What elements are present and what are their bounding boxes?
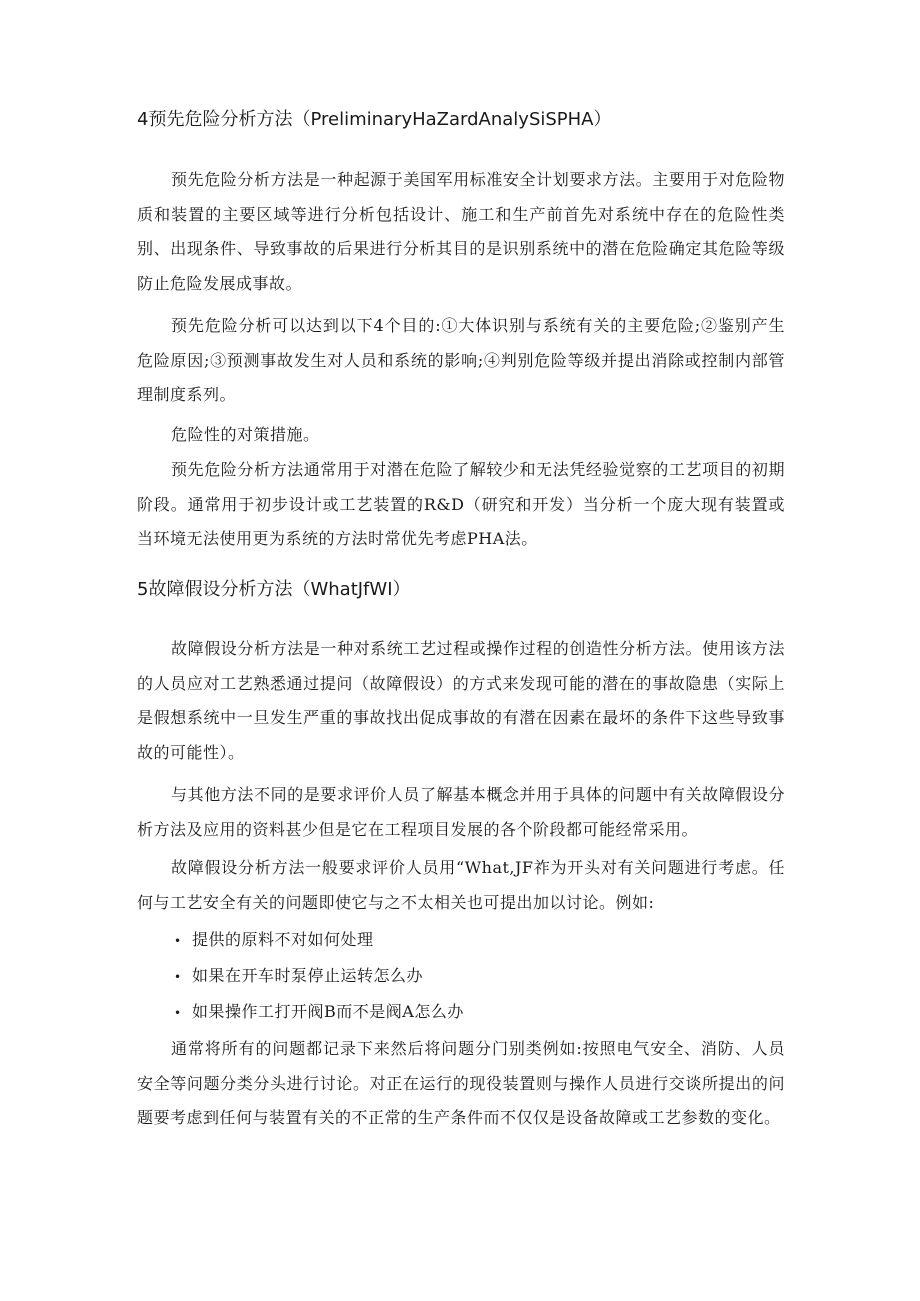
section-4-paragraph-2: 预先危险分析可以达到以下4个目的:①大体识别与系统有关的主要危险;②鉴别产生危险原因;③预测事故发生对人员和系统的影响;④判别危险等级并提出消除或控制内部管理制度系列。: [137, 316, 785, 404]
list-item: [174, 922, 464, 958]
list-item-text: 如果在开车时泵停止运转怎么办: [192, 966, 424, 985]
section-4-paragraph-3: 危险性的对策措施。: [171, 425, 320, 444]
section-5-closing-paragraph: 通常将所有的问题都记录下来然后将问题分门别类例如:按照电气安全、消防、人员安全等问题分类分头进行讨论。对正在运行的现役装置则与操作人员进行交谈所提出的问题要考虑到任何与装置有关的不正常的生产条件而不仅仅是设备故障或工艺参数的变化。: [137, 1039, 785, 1127]
list-item: [174, 994, 464, 1030]
what-if-examples-list: [174, 922, 464, 1030]
list-item-text: 提供的原料不对如何处理: [192, 930, 374, 949]
bullet-icon: •: [174, 1006, 182, 1020]
bullet-icon: •: [174, 970, 182, 984]
section-5-paragraph-2: 与其他方法不同的是要求评价人员了解基本概念并用于具体的问题中有关故障假设分析方法及应用的资料甚少但是它在工程项目发展的各个阶段都可能经常采用。: [137, 785, 785, 839]
section-4-paragraph-4: 预先危险分析方法通常用于对潜在危险了解较少和无法凭经验觉察的工艺项目的初期阶段。通常用于初步设计或工艺装置的R&D（研究和开发）当分析一个庞大现有装置或当环境无法使用更为系统的方法时常优先考虑PHA法。: [137, 460, 785, 548]
section-4-paragraph-1: 预先危险分析方法是一种起源于美国军用标准安全计划要求方法。主要用于对危险物质和装置的主要区域等进行分析包括设计、施工和生产前首先对系统中存在的危险性类别、出现条件、导致事故的后果进行分析其目的是识别系统中的潜在危险确定其危险等级防止危险发展成事故。: [137, 170, 785, 293]
bullet-icon: •: [174, 934, 182, 948]
section-4-heading: 4预先危险分析方法（PreliminaryHaZardAnalySiSPHA）: [137, 109, 612, 130]
list-item: [174, 958, 464, 994]
section-5-paragraph-3: 故障假设分析方法一般要求评价人员用“What,JF祚为开头对有关问题进行考虑。任何与工艺安全有关的问题即使它与之不太相关也可提出加以讨论。例如:: [137, 858, 785, 912]
section-5-paragraph-1: 故障假设分析方法是一种对系统工艺过程或操作过程的创造性分析方法。使用该方法的人员应对工艺熟悉通过提问（故障假设）的方式来发现可能的潜在的事故隐患（实际上是假想系统中一旦发生严重的事故找出促成事故的有潜在因素在最坏的条件下这些导致事故的可能性）。: [137, 639, 785, 762]
section-5-heading: 5故障假设分析方法（WhatJfWI）: [137, 579, 411, 600]
list-item-text: 如果操作工打开阀B而不是阀A怎么办: [192, 1002, 464, 1021]
